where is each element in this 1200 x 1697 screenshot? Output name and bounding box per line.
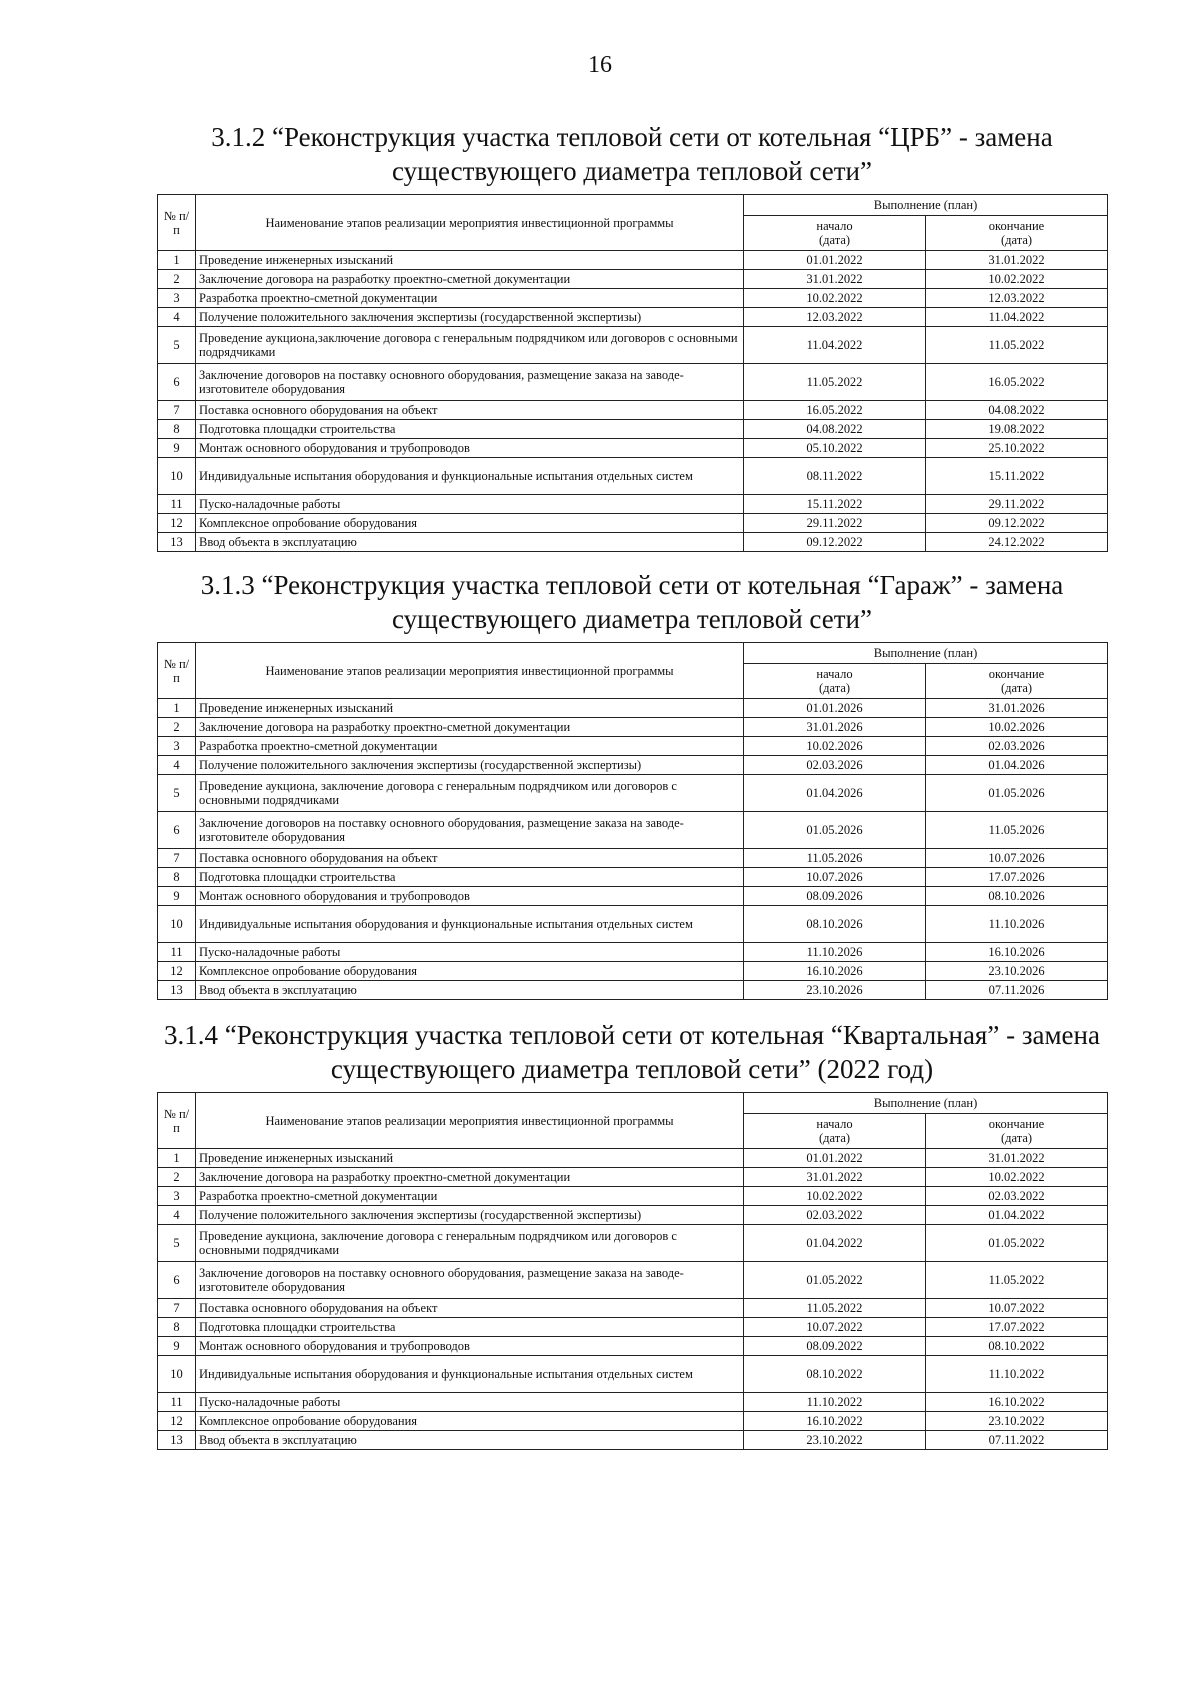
end-date: 09.12.2022 [926, 514, 1108, 533]
stage-name: Пуско-наладочные работы [196, 495, 744, 514]
start-date: 08.09.2026 [744, 887, 926, 906]
end-date: 19.08.2022 [926, 420, 1108, 439]
table-row [158, 308, 1108, 327]
table-row [158, 1431, 1108, 1450]
row-number: 3 [158, 289, 196, 308]
stage-name: Получение положительного заключения экспертизы (государственной экспертизы) [196, 1206, 744, 1225]
end-date: 24.12.2022 [926, 533, 1108, 552]
table-row [158, 699, 1108, 718]
row-number: 3 [158, 737, 196, 756]
table-row [158, 1412, 1108, 1431]
section-title: 3.1.4 “Реконструкция участка тепловой сети от котельная “Квартальная” - замена существующего диаметра тепловой сети” (2022 год) [164, 1020, 1100, 1084]
end-date: 10.02.2026 [926, 718, 1108, 737]
start-date: 01.05.2022 [744, 1262, 926, 1299]
table-row [158, 439, 1108, 458]
table-row [158, 756, 1108, 775]
end-date: 31.01.2022 [926, 1149, 1108, 1168]
schedule-table [157, 1092, 1108, 1450]
end-date: 04.08.2022 [926, 401, 1108, 420]
end-date: 31.01.2026 [926, 699, 1108, 718]
section-3-1-3 [157, 568, 1107, 1000]
end-date: 07.11.2022 [926, 1431, 1108, 1450]
start-date: 10.07.2026 [744, 868, 926, 887]
stage-name: Индивидуальные испытания оборудования и функциональные испытания отдельных систем [196, 906, 744, 943]
start-date: 10.07.2022 [744, 1318, 926, 1337]
end-date: 31.01.2022 [926, 251, 1108, 270]
start-date: 23.10.2026 [744, 981, 926, 1000]
row-number: 11 [158, 495, 196, 514]
table-row [158, 270, 1108, 289]
table-row [158, 1356, 1108, 1393]
table-row [158, 1393, 1108, 1412]
end-date: 16.05.2022 [926, 364, 1108, 401]
stage-name: Заключение договоров на поставку основного оборудования, размещение заказа на заводе-изготовителе оборудования [196, 364, 744, 401]
row-number: 13 [158, 533, 196, 552]
start-date: 11.04.2022 [744, 327, 926, 364]
row-number: 5 [158, 1225, 196, 1262]
end-date: 15.11.2022 [926, 458, 1108, 495]
end-date: 01.04.2022 [926, 1206, 1108, 1225]
stage-name: Заключение договоров на поставку основного оборудования, размещение заказа на заводе-изготовителе оборудования [196, 1262, 744, 1299]
table-row [158, 327, 1108, 364]
end-date: 08.10.2026 [926, 887, 1108, 906]
header-end: окончание (дата) [926, 1114, 1108, 1149]
stage-name: Проведение инженерных изысканий [196, 251, 744, 270]
row-number: 11 [158, 1393, 196, 1412]
start-date: 08.11.2022 [744, 458, 926, 495]
start-date: 02.03.2022 [744, 1206, 926, 1225]
table-row [158, 1206, 1108, 1225]
header-name: Наименование этапов реализации мероприятия инвестиционной программы [196, 195, 744, 251]
header-name: Наименование этапов реализации мероприятия инвестиционной программы [196, 643, 744, 699]
table-row [158, 962, 1108, 981]
stage-name: Разработка проектно-сметной документации [196, 289, 744, 308]
start-date: 01.01.2026 [744, 699, 926, 718]
header-end: окончание (дата) [926, 216, 1108, 251]
stage-name: Монтаж основного оборудования и трубопроводов [196, 887, 744, 906]
stage-name: Проведение аукциона, заключение договора с генеральным подрядчиком или договоров с основными подрядчиками [196, 1225, 744, 1262]
stage-name: Индивидуальные испытания оборудования и функциональные испытания отдельных систем [196, 1356, 744, 1393]
start-date: 10.02.2022 [744, 289, 926, 308]
header-start: начало (дата) [744, 664, 926, 699]
row-number: 9 [158, 439, 196, 458]
end-date: 10.02.2022 [926, 270, 1108, 289]
stage-name: Ввод объекта в эксплуатацию [196, 533, 744, 552]
row-number: 6 [158, 812, 196, 849]
start-date: 15.11.2022 [744, 495, 926, 514]
stage-name: Заключение договора на разработку проектно-сметной документации [196, 718, 744, 737]
row-number: 10 [158, 1356, 196, 1393]
stage-name: Поставка основного оборудования на объект [196, 849, 744, 868]
section-3-1-2 [157, 120, 1107, 552]
row-number: 9 [158, 887, 196, 906]
end-date: 02.03.2022 [926, 1187, 1108, 1206]
section-3-1-4 [157, 1018, 1107, 1450]
start-date: 10.02.2026 [744, 737, 926, 756]
table-row [158, 868, 1108, 887]
section-title: 3.1.2 “Реконструкция участка тепловой сети от котельная “ЦРБ” - замена существующего диаметра тепловой сети” [211, 122, 1053, 186]
table-body [158, 699, 1108, 1000]
table-row [158, 887, 1108, 906]
table-row [158, 1149, 1108, 1168]
start-date: 08.10.2026 [744, 906, 926, 943]
stage-name: Разработка проектно-сметной документации [196, 737, 744, 756]
table-row [158, 849, 1108, 868]
end-date: 11.10.2026 [926, 906, 1108, 943]
stage-name: Индивидуальные испытания оборудования и функциональные испытания отдельных систем [196, 458, 744, 495]
row-number: 10 [158, 458, 196, 495]
start-date: 11.10.2022 [744, 1393, 926, 1412]
end-date: 10.07.2026 [926, 849, 1108, 868]
stage-name: Проведение аукциона,заключение договора с генеральным подрядчиком или договоров с основными подрядчиками [196, 327, 744, 364]
row-number: 1 [158, 251, 196, 270]
table-body [158, 251, 1108, 552]
stage-name: Монтаж основного оборудования и трубопроводов [196, 1337, 744, 1356]
table-row [158, 1318, 1108, 1337]
start-date: 08.09.2022 [744, 1337, 926, 1356]
table-row [158, 420, 1108, 439]
table-row [158, 458, 1108, 495]
stage-name: Проведение инженерных изысканий [196, 699, 744, 718]
table-row [158, 533, 1108, 552]
table-row [158, 718, 1108, 737]
row-number: 2 [158, 1168, 196, 1187]
row-number: 1 [158, 699, 196, 718]
end-date: 17.07.2022 [926, 1318, 1108, 1337]
schedule-table [157, 642, 1108, 1000]
end-date: 16.10.2022 [926, 1393, 1108, 1412]
end-date: 12.03.2022 [926, 289, 1108, 308]
start-date: 16.10.2022 [744, 1412, 926, 1431]
start-date: 10.02.2022 [744, 1187, 926, 1206]
end-date: 11.10.2022 [926, 1356, 1108, 1393]
stage-name: Поставка основного оборудования на объект [196, 401, 744, 420]
start-date: 11.05.2026 [744, 849, 926, 868]
start-date: 01.05.2026 [744, 812, 926, 849]
row-number: 2 [158, 270, 196, 289]
end-date: 11.05.2026 [926, 812, 1108, 849]
start-date: 16.10.2026 [744, 962, 926, 981]
start-date: 01.01.2022 [744, 1149, 926, 1168]
table-row [158, 981, 1108, 1000]
end-date: 01.05.2026 [926, 775, 1108, 812]
row-number: 1 [158, 1149, 196, 1168]
row-number: 5 [158, 775, 196, 812]
table-row [158, 812, 1108, 849]
table-row [158, 906, 1108, 943]
row-number: 7 [158, 849, 196, 868]
row-number: 6 [158, 364, 196, 401]
table-row [158, 514, 1108, 533]
start-date: 01.04.2026 [744, 775, 926, 812]
start-date: 09.12.2022 [744, 533, 926, 552]
end-date: 07.11.2026 [926, 981, 1108, 1000]
row-number: 2 [158, 718, 196, 737]
table-body [158, 1149, 1108, 1450]
end-date: 11.05.2022 [926, 1262, 1108, 1299]
table-row [158, 1225, 1108, 1262]
row-number: 3 [158, 1187, 196, 1206]
row-number: 8 [158, 868, 196, 887]
stage-name: Ввод объекта в эксплуатацию [196, 1431, 744, 1450]
end-date: 16.10.2026 [926, 943, 1108, 962]
end-date: 11.04.2022 [926, 308, 1108, 327]
start-date: 05.10.2022 [744, 439, 926, 458]
table-row [158, 251, 1108, 270]
row-number: 4 [158, 1206, 196, 1225]
end-date: 25.10.2022 [926, 439, 1108, 458]
end-date: 10.07.2022 [926, 1299, 1108, 1318]
row-number: 11 [158, 943, 196, 962]
end-date: 01.05.2022 [926, 1225, 1108, 1262]
row-number: 13 [158, 1431, 196, 1450]
row-number: 4 [158, 756, 196, 775]
start-date: 16.05.2022 [744, 401, 926, 420]
end-date: 17.07.2026 [926, 868, 1108, 887]
start-date: 23.10.2022 [744, 1431, 926, 1450]
row-number: 6 [158, 1262, 196, 1299]
stage-name: Подготовка площадки строительства [196, 420, 744, 439]
header-name: Наименование этапов реализации мероприятия инвестиционной программы [196, 1093, 744, 1149]
table-row [158, 1337, 1108, 1356]
header-num: № п/п [158, 643, 196, 699]
row-number: 8 [158, 420, 196, 439]
start-date: 12.03.2022 [744, 308, 926, 327]
table-row [158, 401, 1108, 420]
row-number: 12 [158, 1412, 196, 1431]
start-date: 31.01.2026 [744, 718, 926, 737]
table-row [158, 289, 1108, 308]
table-row [158, 1187, 1108, 1206]
header-num: № п/п [158, 1093, 196, 1149]
end-date: 01.04.2026 [926, 756, 1108, 775]
stage-name: Заключение договора на разработку проектно-сметной документации [196, 1168, 744, 1187]
stage-name: Комплексное опробование оборудования [196, 1412, 744, 1431]
start-date: 02.03.2026 [744, 756, 926, 775]
table-row [158, 1262, 1108, 1299]
start-date: 11.10.2026 [744, 943, 926, 962]
stage-name: Разработка проектно-сметной документации [196, 1187, 744, 1206]
end-date: 29.11.2022 [926, 495, 1108, 514]
end-date: 10.02.2022 [926, 1168, 1108, 1187]
stage-name: Подготовка площадки строительства [196, 1318, 744, 1337]
stage-name: Получение положительного заключения экспертизы (государственной экспертизы) [196, 308, 744, 327]
row-number: 12 [158, 514, 196, 533]
stage-name: Ввод объекта в эксплуатацию [196, 981, 744, 1000]
stage-name: Проведение инженерных изысканий [196, 1149, 744, 1168]
row-number: 7 [158, 1299, 196, 1318]
row-number: 7 [158, 401, 196, 420]
table-row [158, 943, 1108, 962]
row-number: 5 [158, 327, 196, 364]
stage-name: Проведение аукциона, заключение договора с генеральным подрядчиком или договоров с основными подрядчиками [196, 775, 744, 812]
start-date: 04.08.2022 [744, 420, 926, 439]
table-row [158, 737, 1108, 756]
page-number: 16 [588, 52, 612, 78]
table-row [158, 775, 1108, 812]
stage-name: Комплексное опробование оборудования [196, 962, 744, 981]
stage-name: Заключение договора на разработку проектно-сметной документации [196, 270, 744, 289]
stage-name: Монтаж основного оборудования и трубопроводов [196, 439, 744, 458]
section-title: 3.1.3 “Реконструкция участка тепловой сети от котельная “Гараж” - замена существующего диаметра тепловой сети” [200, 570, 1064, 634]
stage-name: Получение положительного заключения экспертизы (государственной экспертизы) [196, 756, 744, 775]
start-date: 01.01.2022 [744, 251, 926, 270]
header-plan: Выполнение (план) [744, 1093, 1108, 1114]
header-plan: Выполнение (план) [744, 643, 1108, 664]
start-date: 31.01.2022 [744, 270, 926, 289]
end-date: 02.03.2026 [926, 737, 1108, 756]
end-date: 11.05.2022 [926, 327, 1108, 364]
stage-name: Заключение договоров на поставку основного оборудования, размещение заказа на заводе-изготовителе оборудования [196, 812, 744, 849]
start-date: 29.11.2022 [744, 514, 926, 533]
stage-name: Поставка основного оборудования на объект [196, 1299, 744, 1318]
schedule-table [157, 194, 1108, 552]
end-date: 23.10.2022 [926, 1412, 1108, 1431]
header-plan: Выполнение (план) [744, 195, 1108, 216]
table-row [158, 364, 1108, 401]
row-number: 12 [158, 962, 196, 981]
stage-name: Подготовка площадки строительства [196, 868, 744, 887]
stage-name: Пуско-наладочные работы [196, 943, 744, 962]
header-num: № п/п [158, 195, 196, 251]
row-number: 8 [158, 1318, 196, 1337]
stage-name: Пуско-наладочные работы [196, 1393, 744, 1412]
start-date: 11.05.2022 [744, 1299, 926, 1318]
end-date: 23.10.2026 [926, 962, 1108, 981]
header-end: окончание (дата) [926, 664, 1108, 699]
row-number: 9 [158, 1337, 196, 1356]
header-start: начало (дата) [744, 1114, 926, 1149]
start-date: 01.04.2022 [744, 1225, 926, 1262]
start-date: 11.05.2022 [744, 364, 926, 401]
row-number: 4 [158, 308, 196, 327]
stage-name: Комплексное опробование оборудования [196, 514, 744, 533]
table-row [158, 495, 1108, 514]
table-row [158, 1299, 1108, 1318]
row-number: 10 [158, 906, 196, 943]
end-date: 08.10.2022 [926, 1337, 1108, 1356]
row-number: 13 [158, 981, 196, 1000]
start-date: 31.01.2022 [744, 1168, 926, 1187]
table-row [158, 1168, 1108, 1187]
header-start: начало (дата) [744, 216, 926, 251]
start-date: 08.10.2022 [744, 1356, 926, 1393]
